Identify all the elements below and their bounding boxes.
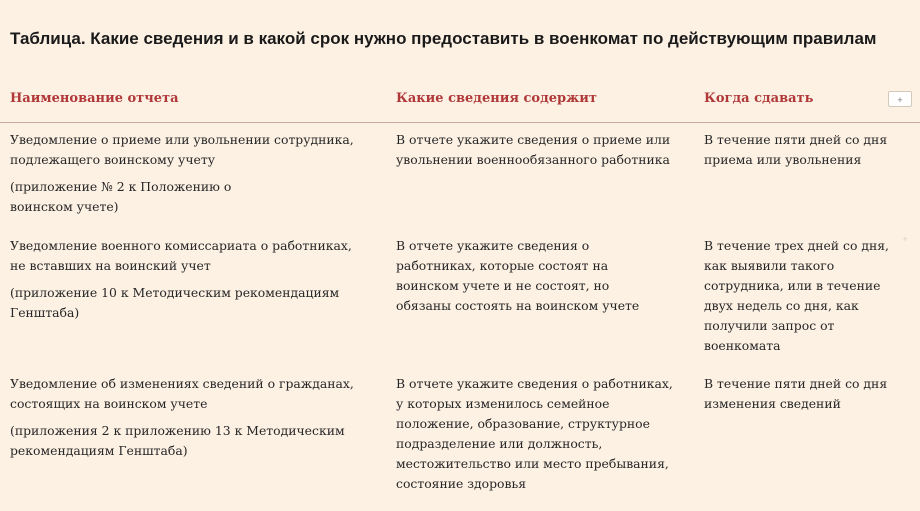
report-reference: (приложение 10 к Методическим рекомендациям Генштаба) — [10, 285, 340, 320]
contents-cell: В отчете укажите сведения о работниках, которые состоят на воинском учете и не состоят, но обязаны состоять на воинском учете — [396, 238, 640, 313]
report-name-cell — [10, 236, 370, 323]
report-reference: (приложение № 2 к Положению о воинском учете) — [10, 179, 232, 214]
add-column-button[interactable]: + — [888, 91, 912, 107]
deadline-cell: В течение пяти дней со дня изменения сведений — [704, 376, 888, 411]
report-name: Уведомление о приеме или увольнении сотрудника, подлежащего воинскому учету — [10, 132, 354, 167]
page-title: Таблица. Какие сведения и в какой срок нужно предоставить в военкомат по действующим правилам — [10, 29, 877, 48]
deadline-cell: В течение трех дней со дня, как выявили такого сотрудника, или в течение двух недель со дня, как получили запрос от военкомата — [704, 238, 889, 353]
report-name: Уведомление военного комиссариата о работниках, не вставших на воинский учет — [10, 238, 352, 273]
report-name-cell — [10, 130, 375, 217]
header-report-name: Наименование отчета — [10, 91, 179, 106]
header-deadline: Когда сдавать — [704, 91, 814, 106]
header-divider — [0, 122, 920, 123]
report-name-cell — [10, 374, 375, 461]
deadline-cell: В течение пяти дней со дня приема или увольнения — [704, 132, 888, 167]
header-contents: Какие сведения содержит — [396, 91, 597, 106]
add-row-button[interactable]: + — [902, 234, 908, 244]
contents-cell: В отчете укажите сведения о работниках, у которых изменилось семейное положение, образование, структурное подразделение или должность, местожительство или место пребывания, состояние здоровья — [396, 376, 673, 491]
contents-cell: В отчете укажите сведения о приеме или увольнении военнообязанного работника — [396, 132, 671, 167]
report-name: Уведомление об изменениях сведений о гражданах, состоящих на воинском учете — [10, 376, 354, 411]
report-reference: (приложения 2 к приложению 13 к Методическим рекомендациям Генштаба) — [10, 423, 345, 458]
table-header — [0, 90, 920, 124]
